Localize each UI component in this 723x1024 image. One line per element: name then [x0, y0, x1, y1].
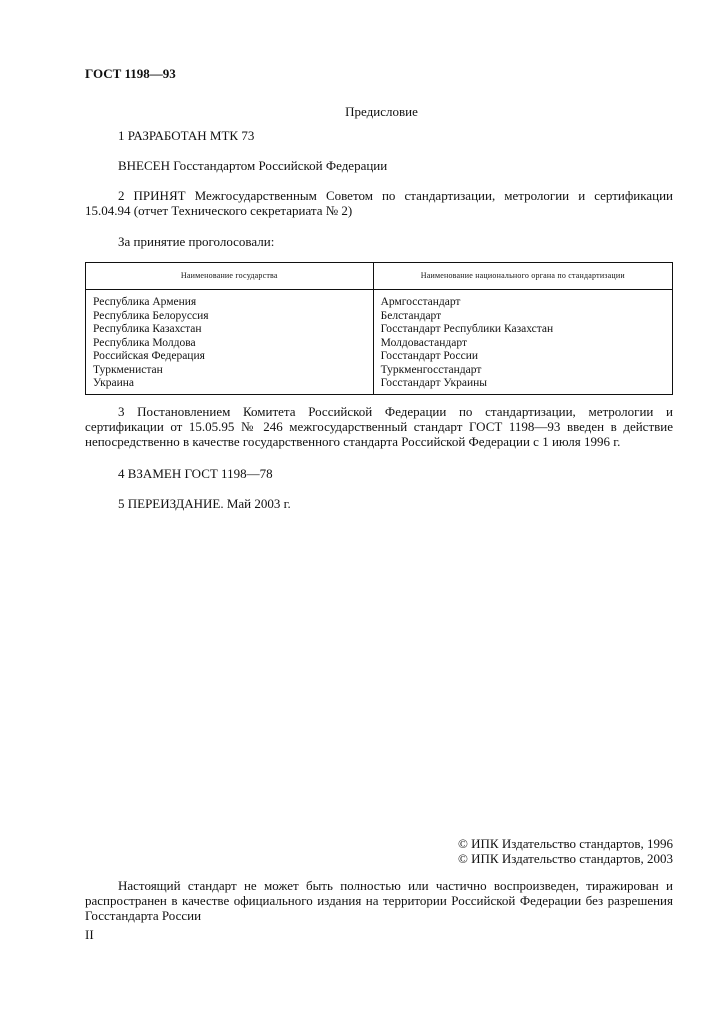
preface-title: Предисловие [345, 104, 418, 119]
table-cell-standards-body: Туркменгосстандарт [380, 363, 482, 376]
item-introduced: ВНЕСЕН Госстандартом Российской Федерации [118, 158, 388, 173]
voting-states-table [85, 262, 673, 395]
page-number: II [85, 927, 94, 942]
table-cell-standards-body: Молдовастандарт [380, 336, 467, 349]
table-cell-state: Республика Белоруссия [93, 309, 209, 322]
table-cell-state: Республика Молдова [93, 336, 196, 349]
table-cell-state: Туркменистан [93, 363, 163, 376]
table-cell-standards-body: Госстандарт России [380, 350, 479, 362]
table-cell-standards-body: Армгосстандарт [380, 296, 461, 308]
item-3-enactment: 3 Постановлением Комитета Российской Федерации по стандартизации, метрологии и сертификации от 15.05.95 № 246 межгосударственный стандарт ГОСТ 1198—93 введен в действие непосредственно в качестве государственного стандарта Российской Федерации с 1 июля 1996 г. [85, 404, 673, 449]
table-cell-standards-body: Госстандарт Украины [380, 377, 487, 389]
column-header-standards-body: Наименование национального органа по стандартизации [373, 263, 672, 290]
voted-label: За принятие проголосовали: [118, 234, 275, 249]
table-header-row [86, 263, 673, 290]
table-cell-standards-body: Госстандарт Республики Казахстан [380, 323, 554, 335]
copyright-line: © ИПК Издательство стандартов, 2003 [458, 851, 673, 866]
reproduction-notice: Настоящий стандарт не может быть полностью или частично воспроизведен, тиражирован и распространен в качестве официального издания на территории Российской Федерации без разрешения Госстандарта России [85, 878, 673, 923]
item-5-reissue: 5 ПЕРЕИЗДАНИЕ. Май 2003 г. [118, 496, 291, 511]
table-cell-state: Российская Федерация [93, 350, 205, 362]
copyright-line: © ИПК Издательство стандартов, 1996 [458, 836, 673, 851]
table-cell-state: Украина [93, 377, 134, 389]
table-body-row [86, 290, 673, 395]
copyright-block [458, 836, 673, 866]
table-cell-state: Республика Казахстан [93, 323, 202, 335]
item-1-developed: 1 РАЗРАБОТАН МТК 73 [118, 128, 255, 143]
state-names-cell [86, 290, 374, 395]
table-cell-state: Республика Армения [93, 296, 197, 308]
item-4-replaces: 4 ВЗАМЕН ГОСТ 1198—78 [118, 466, 273, 481]
item-2-adopted: 2 ПРИНЯТ Межгосударственным Советом по стандартизации, метрологии и сертификации 15.04.94 (отчет Технического секретариата № 2) [85, 188, 673, 218]
column-header-state: Наименование государства [86, 263, 374, 290]
table-cell-standards-body: Белстандарт [380, 309, 442, 322]
document-number: ГОСТ 1198—93 [85, 66, 176, 81]
standards-body-cell [373, 290, 672, 395]
